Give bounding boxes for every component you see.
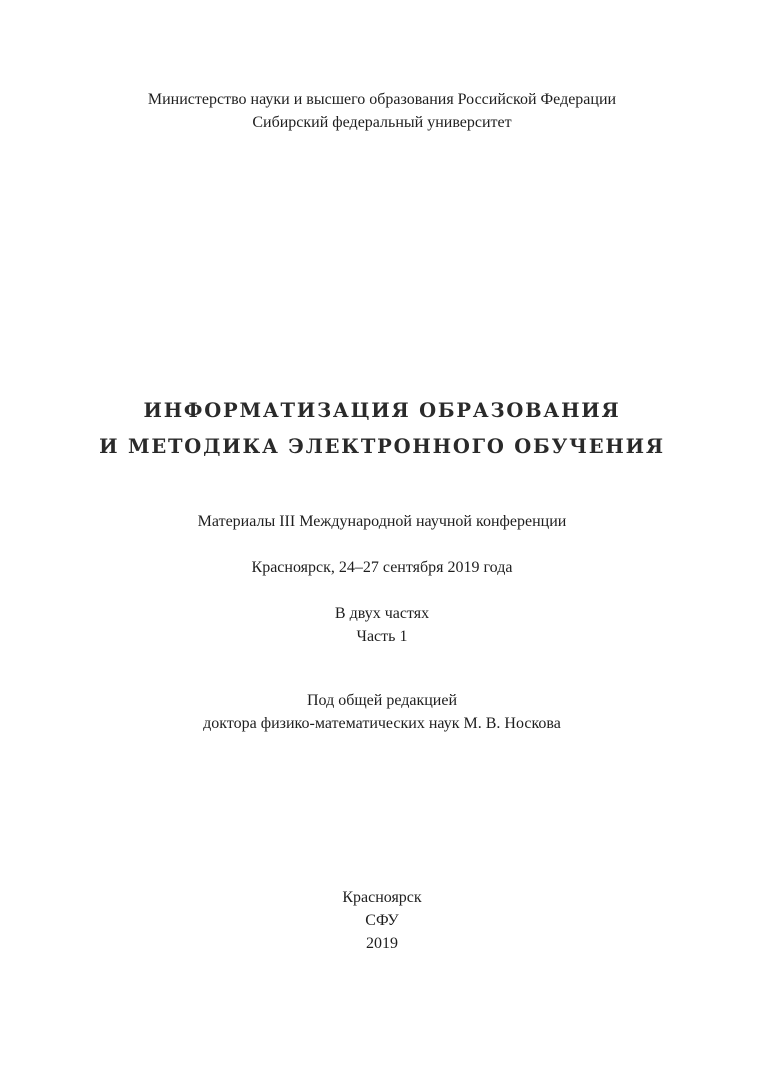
ministry-line: Министерство науки и высшего образования Российской Федерации (147, 91, 617, 108)
conference-place-date (0, 556, 764, 579)
editor-info (0, 689, 764, 735)
part-number: Часть 1 (356, 628, 408, 645)
imprint (0, 886, 764, 955)
editor-heading: Под общей редакцией (306, 692, 458, 709)
conference-subtitle (0, 510, 764, 533)
editor-name: доктора физико-математических наук М. В. Носкова (203, 715, 561, 732)
book-title (0, 393, 764, 465)
institution-header (0, 88, 764, 134)
imprint-city: Красноярск (342, 889, 422, 906)
book-title-line-1: ИНФОРМАТИЗАЦИЯ ОБРАЗОВАНИЯ (143, 399, 621, 422)
subtitle-text: Материалы III Международной научной конференции (197, 513, 567, 530)
university-line: Сибирский федеральный университет (252, 114, 512, 131)
book-title-line-2: И МЕТОДИКА ЭЛЕКТРОННОГО ОБУЧЕНИЯ (99, 435, 665, 458)
imprint-publisher: СФУ (365, 912, 399, 929)
volume-info (0, 602, 764, 648)
parts-count: В двух частях (334, 605, 430, 622)
place-date-text: Красноярск, 24–27 сентября 2019 года (251, 559, 513, 576)
imprint-year: 2019 (366, 935, 398, 952)
